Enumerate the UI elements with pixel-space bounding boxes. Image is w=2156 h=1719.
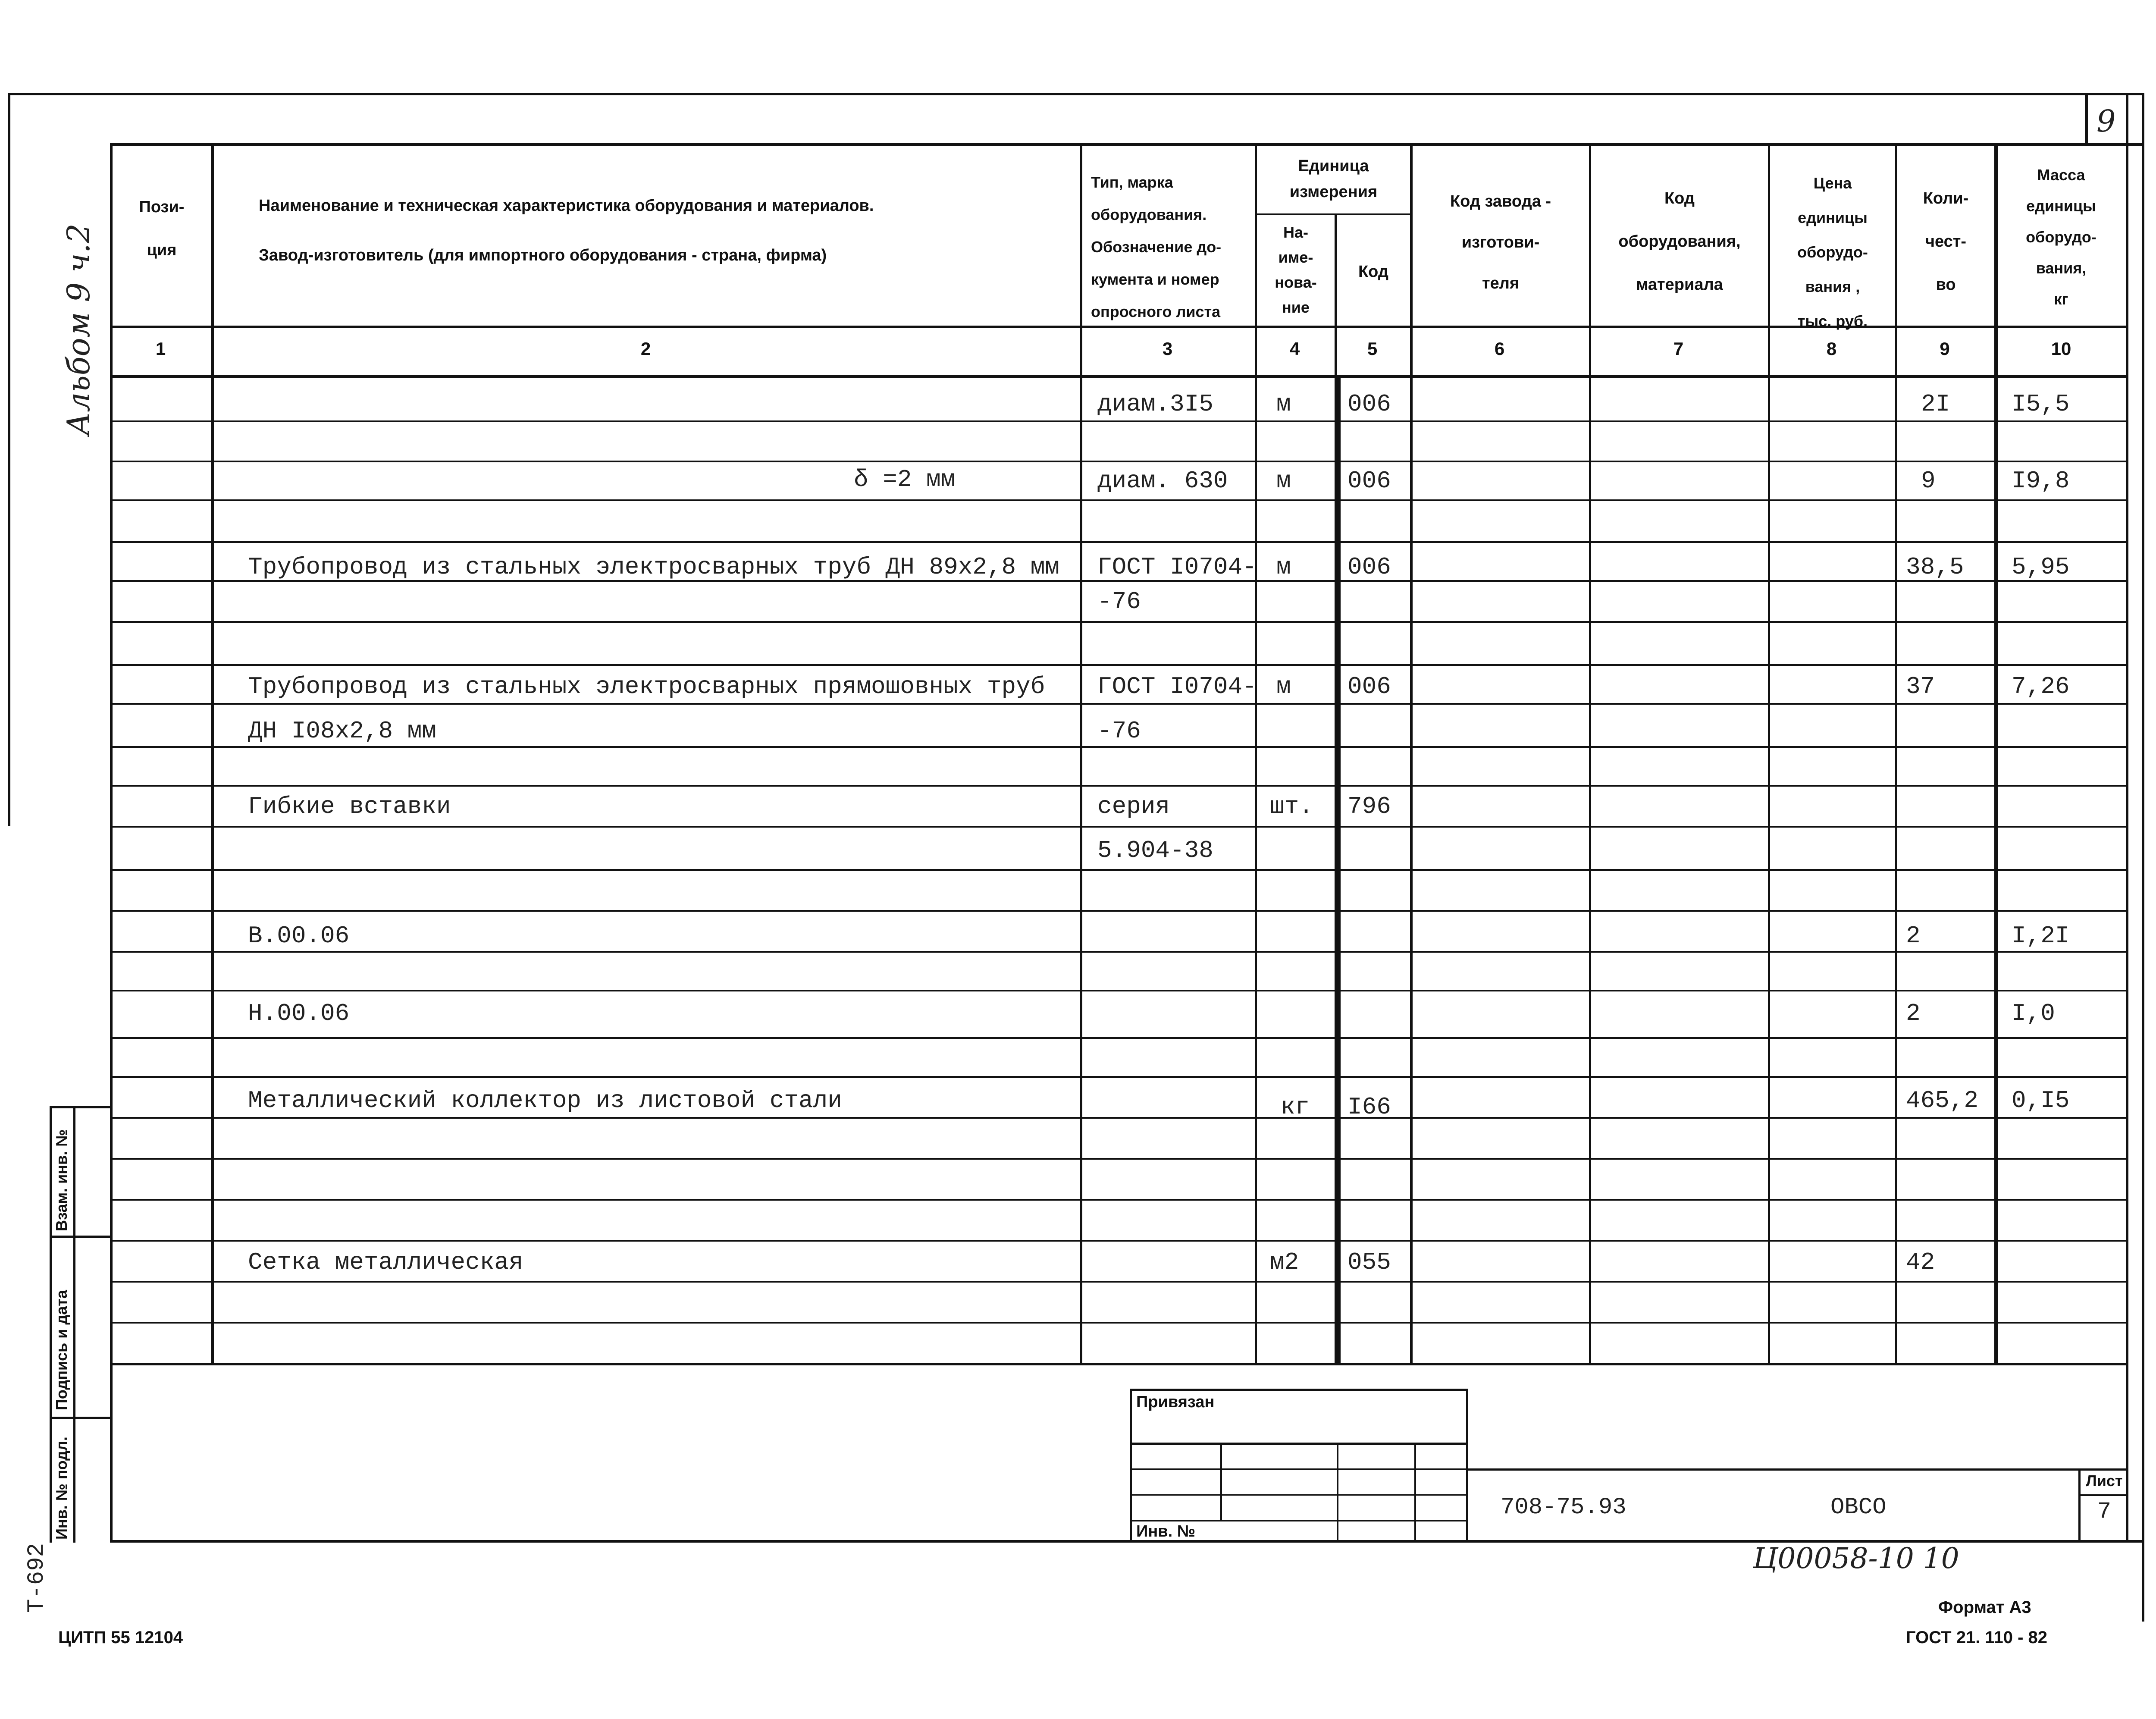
header-unit-name bbox=[1257, 220, 1335, 320]
row3-type: ГОСТ I0704- bbox=[1097, 553, 1257, 581]
table-row-line bbox=[110, 990, 2128, 991]
row6-mass: I,2I bbox=[2012, 922, 2070, 950]
row8-mass: 0,I5 bbox=[2012, 1087, 2070, 1114]
header-text: оборудования. bbox=[1091, 206, 1207, 223]
doc-mark: ОВСО bbox=[1830, 1494, 1887, 1521]
row4-unit-code: 006 bbox=[1348, 673, 1391, 700]
stamp-replacement-inv: Взам. инв. № bbox=[53, 1129, 70, 1231]
table-row-line bbox=[110, 910, 2128, 912]
row2-type: диам. 630 bbox=[1097, 467, 1228, 495]
sheet-box-mid bbox=[2078, 1494, 2128, 1496]
footer-left: ЦИТП 55 12104 bbox=[58, 1628, 183, 1647]
header-text: име- bbox=[1278, 248, 1313, 266]
table-row-line bbox=[110, 664, 2128, 666]
column-number: 4 bbox=[1289, 339, 1300, 359]
row2-name: δ =2 мм bbox=[854, 466, 956, 493]
table-bottom-line bbox=[110, 1363, 2128, 1365]
row7-name: Н.00.06 bbox=[248, 1000, 350, 1027]
table-row-line bbox=[110, 461, 2128, 462]
header-text: Цена bbox=[1813, 174, 1852, 192]
row4-type-cont: -76 bbox=[1097, 717, 1141, 745]
table-row-line bbox=[110, 746, 2128, 748]
header-text: единицы bbox=[2026, 197, 2096, 215]
row6-name: В.00.06 bbox=[248, 922, 350, 950]
column-number: 3 bbox=[1162, 339, 1173, 359]
header-text: ция bbox=[147, 241, 177, 259]
header-text: опросного листа bbox=[1091, 303, 1221, 320]
table-row-line bbox=[110, 785, 2128, 787]
title-block-line2 bbox=[1130, 1468, 1468, 1470]
t-number: Т-692 bbox=[24, 1543, 50, 1613]
row8-name: Металлический коллектор из листовой стали bbox=[248, 1087, 842, 1114]
header-text: Пози- bbox=[139, 198, 185, 216]
header-text: Код bbox=[1664, 189, 1695, 207]
header-text: материала bbox=[1636, 276, 1723, 294]
row4-mass: 7,26 bbox=[2012, 673, 2070, 700]
stamp-original-inv: Инв. № подл. bbox=[53, 1437, 70, 1540]
table-row-line bbox=[110, 826, 2128, 828]
table-column-line bbox=[1080, 143, 1082, 1365]
row2-unit-code: 006 bbox=[1348, 467, 1391, 495]
header-text: оборудо- bbox=[2026, 228, 2096, 246]
table-row-line bbox=[110, 1240, 2128, 1242]
row3-mass: 5,95 bbox=[2012, 553, 2070, 581]
row3-type-cont: -76 bbox=[1097, 588, 1141, 615]
handwritten-code: Ц00058-10 10 bbox=[1753, 1542, 1959, 1575]
row2-unit: м bbox=[1276, 467, 1291, 495]
header-text: вания , bbox=[1805, 278, 1860, 295]
title-block-top bbox=[1130, 1389, 1468, 1391]
table-row-line bbox=[110, 1117, 2128, 1119]
header-text: изготови- bbox=[1461, 233, 1540, 251]
title-block-line3 bbox=[1130, 1494, 1468, 1496]
row3-unit-code: 006 bbox=[1348, 553, 1391, 581]
header-text: теля bbox=[1482, 274, 1520, 292]
footer-gost: ГОСТ 21. 110 - 82 bbox=[1906, 1628, 2047, 1647]
header-text: оборудо- bbox=[1797, 243, 1868, 261]
row9-unit-code: 055 bbox=[1348, 1248, 1391, 1276]
row7-mass: I,0 bbox=[2012, 1000, 2055, 1027]
header-text: во bbox=[1936, 276, 1956, 294]
table-row-line bbox=[110, 1076, 2128, 1078]
row9-qty: 42 bbox=[1906, 1248, 1935, 1276]
header-text: оборудования, bbox=[1618, 232, 1741, 251]
table-row-line bbox=[110, 1322, 2128, 1324]
row6-qty: 2 bbox=[1906, 922, 1921, 950]
header-text: единицы bbox=[1798, 209, 1868, 226]
doc-code: 708-75.93 bbox=[1501, 1494, 1626, 1521]
table-column-line bbox=[1410, 143, 1413, 1365]
row8-unit-code: I66 bbox=[1348, 1093, 1391, 1121]
header-text: Коли- bbox=[1923, 189, 1969, 207]
table-column-line bbox=[211, 143, 214, 1365]
row3-name: Трубопровод из стальных электросварных труб ДН 89х2,8 мм bbox=[248, 553, 1059, 581]
row8-qty: 465,2 bbox=[1906, 1087, 1979, 1114]
row9-unit: м2 bbox=[1270, 1248, 1299, 1276]
header-type bbox=[1091, 166, 1255, 328]
footer-format: Формат А3 bbox=[1938, 1598, 2031, 1617]
table-row-line bbox=[110, 1158, 2128, 1160]
title-block-line4 bbox=[1130, 1520, 1468, 1521]
header-text: Обозначение до- bbox=[1091, 238, 1222, 256]
title-block-left bbox=[1130, 1389, 1132, 1543]
sheet-corner-number: 9 bbox=[2096, 104, 2116, 139]
side-stamp-left bbox=[50, 1106, 52, 1543]
side-stamp-div1 bbox=[50, 1236, 113, 1238]
header-text: Код завода - bbox=[1450, 192, 1551, 210]
row5-unit-code: 796 bbox=[1348, 793, 1391, 820]
header-unit-code: Код bbox=[1358, 263, 1389, 281]
header-text: кг bbox=[2054, 290, 2068, 308]
header-text: вания, bbox=[2036, 259, 2087, 277]
header-name bbox=[259, 181, 1078, 280]
header-equipment-code bbox=[1591, 177, 1768, 306]
row4-unit: м bbox=[1276, 673, 1291, 700]
row4-qty: 37 bbox=[1906, 673, 1935, 700]
row5-unit: шт. bbox=[1270, 793, 1313, 820]
title-block-v2 bbox=[1337, 1443, 1338, 1543]
header-text: ние bbox=[1282, 298, 1310, 316]
header-text: нова- bbox=[1275, 273, 1317, 291]
row8-unit: кг bbox=[1281, 1093, 1310, 1121]
title-privyazan: Привязан bbox=[1136, 1393, 1215, 1411]
frame-right bbox=[2142, 93, 2144, 1622]
side-stamp-top bbox=[50, 1106, 113, 1108]
table-column-line bbox=[1589, 143, 1591, 1365]
row2-qty: 9 bbox=[1921, 467, 1936, 495]
inner-frame-right bbox=[2126, 93, 2128, 1543]
row3-unit: м bbox=[1276, 553, 1291, 581]
column-number: 9 bbox=[1940, 339, 1950, 359]
sheet-number: 7 bbox=[2097, 1499, 2112, 1525]
row7-qty: 2 bbox=[1906, 1000, 1921, 1027]
table-row-line bbox=[110, 869, 2128, 871]
table-row-line bbox=[110, 703, 2128, 705]
header-text: кумента и номер bbox=[1091, 270, 1219, 288]
corner-box-left bbox=[2085, 93, 2088, 144]
colnum-bottom-line bbox=[110, 375, 2128, 378]
table-row-line bbox=[110, 420, 2128, 422]
header-mass bbox=[1996, 160, 2126, 315]
row4-name: Трубопровод из стальных электросварных прямошовных труб bbox=[248, 673, 1045, 700]
title-block-line1 bbox=[1130, 1443, 1468, 1445]
column-number: 6 bbox=[1494, 339, 1505, 359]
header-text: тыс. руб. bbox=[1797, 312, 1868, 330]
column-number: 1 bbox=[155, 339, 166, 359]
table-column-line bbox=[1255, 143, 1257, 1365]
side-stamp-mid bbox=[73, 1106, 75, 1543]
column-number: 2 bbox=[640, 339, 651, 359]
header-text: измерения bbox=[1289, 183, 1378, 201]
row5-type-cont: 5.904-38 bbox=[1097, 837, 1213, 864]
table-row-line bbox=[110, 541, 2128, 543]
table-column-line bbox=[1994, 143, 1998, 1365]
sheet-label: Лист bbox=[2086, 1472, 2123, 1490]
frame-left bbox=[8, 93, 10, 826]
row2-mass: I9,8 bbox=[2012, 467, 2070, 495]
side-stamp-div2 bbox=[50, 1417, 113, 1419]
table-row-line bbox=[110, 951, 2128, 953]
header-position bbox=[112, 185, 211, 272]
header-quantity bbox=[1897, 177, 1994, 306]
column-number: 8 bbox=[1826, 339, 1837, 359]
header-unit bbox=[1257, 153, 1410, 205]
header-text: Завод-изготовитель (для импортного оборудования - страна, фирма) bbox=[259, 246, 827, 264]
inner-frame-top bbox=[110, 143, 2144, 146]
title-block-v3 bbox=[1414, 1443, 1416, 1543]
title-block-v1 bbox=[1220, 1443, 1222, 1520]
header-text: На- bbox=[1283, 223, 1308, 241]
column-number: 10 bbox=[2051, 339, 2071, 359]
row1-mass: I5,5 bbox=[2012, 390, 2070, 418]
column-number: 5 bbox=[1367, 339, 1378, 359]
header-text: Масса bbox=[2037, 166, 2085, 184]
title-inv-no: Инв. № bbox=[1136, 1522, 1196, 1540]
row1-type: диам.3I5 bbox=[1097, 390, 1213, 418]
row1-unit: м bbox=[1276, 390, 1291, 418]
table-row-line bbox=[110, 499, 2128, 501]
table-column-line bbox=[1337, 375, 1341, 1365]
table-row-line bbox=[110, 1037, 2128, 1039]
table-row-line bbox=[110, 1281, 2128, 1283]
stamp-signature-date: Подпись и дата bbox=[53, 1290, 70, 1410]
header-text: Тип, марка bbox=[1091, 173, 1173, 191]
album-label: Альбом 9 ч.2 bbox=[60, 223, 97, 436]
row4-type: ГОСТ I0704- bbox=[1097, 673, 1257, 700]
row5-name: Гибкие вставки bbox=[248, 793, 451, 820]
header-price bbox=[1770, 166, 1895, 339]
header-factory-code bbox=[1412, 181, 1589, 304]
table-row-line bbox=[110, 621, 2128, 623]
header-text: Наименование и техническая характеристика оборудования и материалов. bbox=[259, 197, 874, 215]
table-row-line bbox=[110, 1199, 2128, 1201]
header-text: Единица bbox=[1298, 157, 1369, 175]
doc-code-top-line bbox=[1466, 1468, 2128, 1471]
unit-divider-line bbox=[1255, 213, 1410, 215]
row5-type: серия bbox=[1097, 793, 1170, 820]
column-number: 7 bbox=[1673, 339, 1684, 359]
row3-qty: 38,5 bbox=[1906, 553, 1964, 581]
row1-qty: 2I bbox=[1921, 390, 1950, 418]
row1-unit-code: 006 bbox=[1348, 390, 1391, 418]
row9-name: Сетка металлическая bbox=[248, 1248, 523, 1276]
row4-name-cont: ДН I08х2,8 мм bbox=[248, 717, 436, 745]
table-column-line bbox=[1895, 143, 1897, 1365]
frame-top bbox=[8, 93, 2144, 95]
header-text: чест- bbox=[1925, 232, 1967, 251]
title-block-right bbox=[1466, 1389, 1468, 1543]
